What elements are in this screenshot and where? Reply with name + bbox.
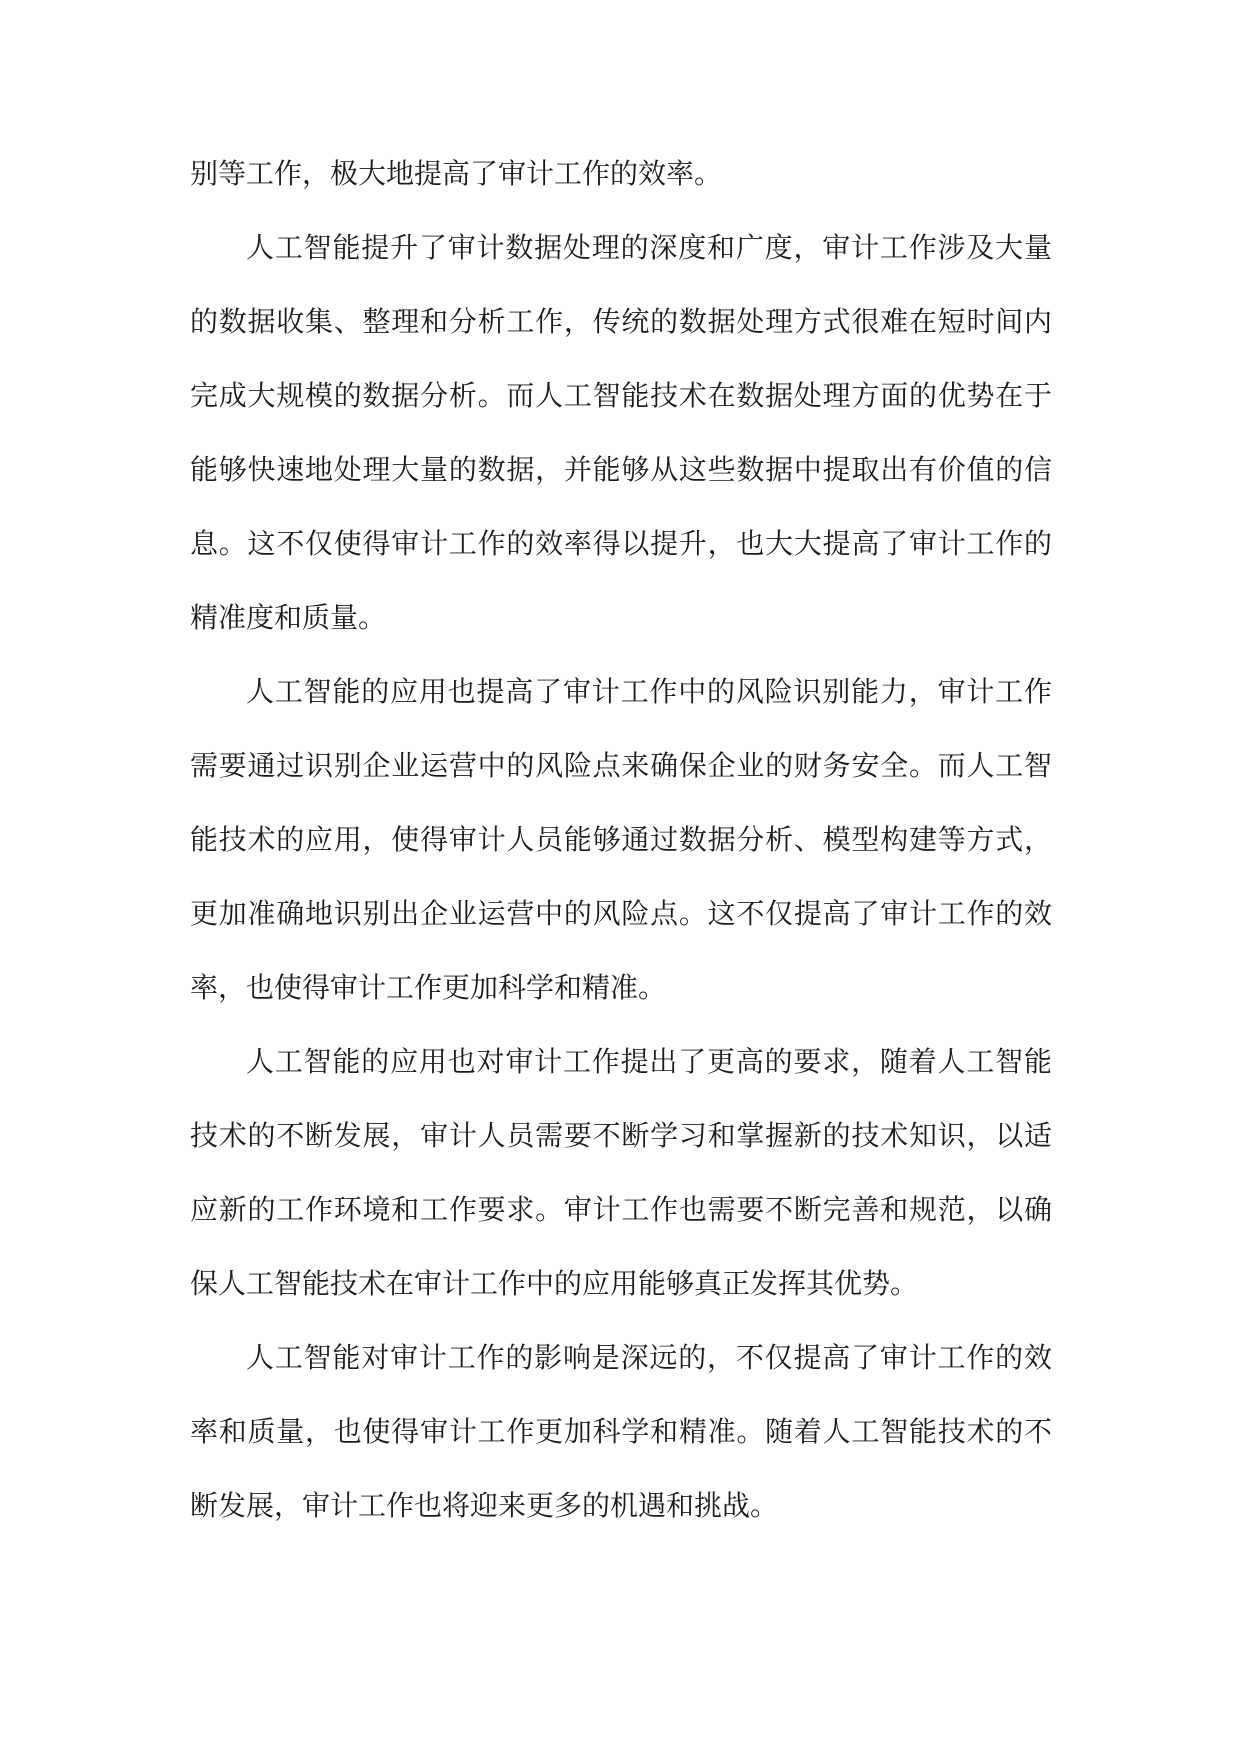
- text-line: 率和质量，也使得审计工作更加科学和精准。随着人工智能技术的不: [190, 1415, 1052, 1448]
- text-line: 断发展，审计工作也将迎来更多的机遇和挑战。: [190, 1489, 779, 1522]
- text-line: 人工智能的应用也对审计工作提出了更高的要求，随着人工智能: [246, 1045, 1052, 1078]
- text-line: 息。这不仅使得审计工作的效率得以提升，也大大提高了审计工作的: [190, 527, 1052, 560]
- text-line: 人工智能对审计工作的影响是深远的，不仅提高了审计工作的效: [246, 1341, 1052, 1374]
- text-line: 人工智能提升了审计数据处理的深度和广度，审计工作涉及大量: [246, 231, 1052, 264]
- text-line: 保人工智能技术在审计工作中的应用能够真正发挥其优势。: [190, 1267, 919, 1300]
- text-line: 能够快速地处理大量的数据，并能够从这些数据中提取出有价值的信: [190, 453, 1052, 486]
- text-line: 更加准确地识别出企业运营中的风险点。这不仅提高了审计工作的效: [190, 897, 1052, 930]
- paragraph: [190, 1321, 1052, 1543]
- text-line: 完成大规模的数据分析。而人工智能技术在数据处理方面的优势在于: [190, 379, 1052, 412]
- text-line: 技术的不断发展，审计人员需要不断学习和掌握新的技术知识，以适: [190, 1119, 1052, 1152]
- paragraph: [190, 1025, 1052, 1321]
- text-line: 别等工作，极大地提高了审计工作的效率。: [190, 157, 723, 190]
- text-line: 应新的工作环境和工作要求。审计工作也需要不断完善和规范，以确: [190, 1193, 1052, 1226]
- paragraph: [190, 211, 1052, 655]
- text-line: 精准度和质量。: [190, 601, 387, 634]
- paragraph: [190, 137, 1052, 211]
- text-line: 人工智能的应用也提高了审计工作中的风险识别能力，审计工作: [246, 675, 1052, 708]
- text-line: 需要通过识别企业运营中的风险点来确保企业的财务安全。而人工智: [190, 749, 1052, 782]
- text-line: 的数据收集、整理和分析工作，传统的数据处理方式很难在短时间内: [190, 305, 1052, 338]
- paragraph: [190, 655, 1052, 1025]
- text-line: 率，也使得审计工作更加科学和精准。: [190, 971, 667, 1004]
- document-body: [190, 137, 1052, 1543]
- text-line: 能技术的应用，使得审计人员能够通过数据分析、模型构建等方式，: [190, 823, 1052, 856]
